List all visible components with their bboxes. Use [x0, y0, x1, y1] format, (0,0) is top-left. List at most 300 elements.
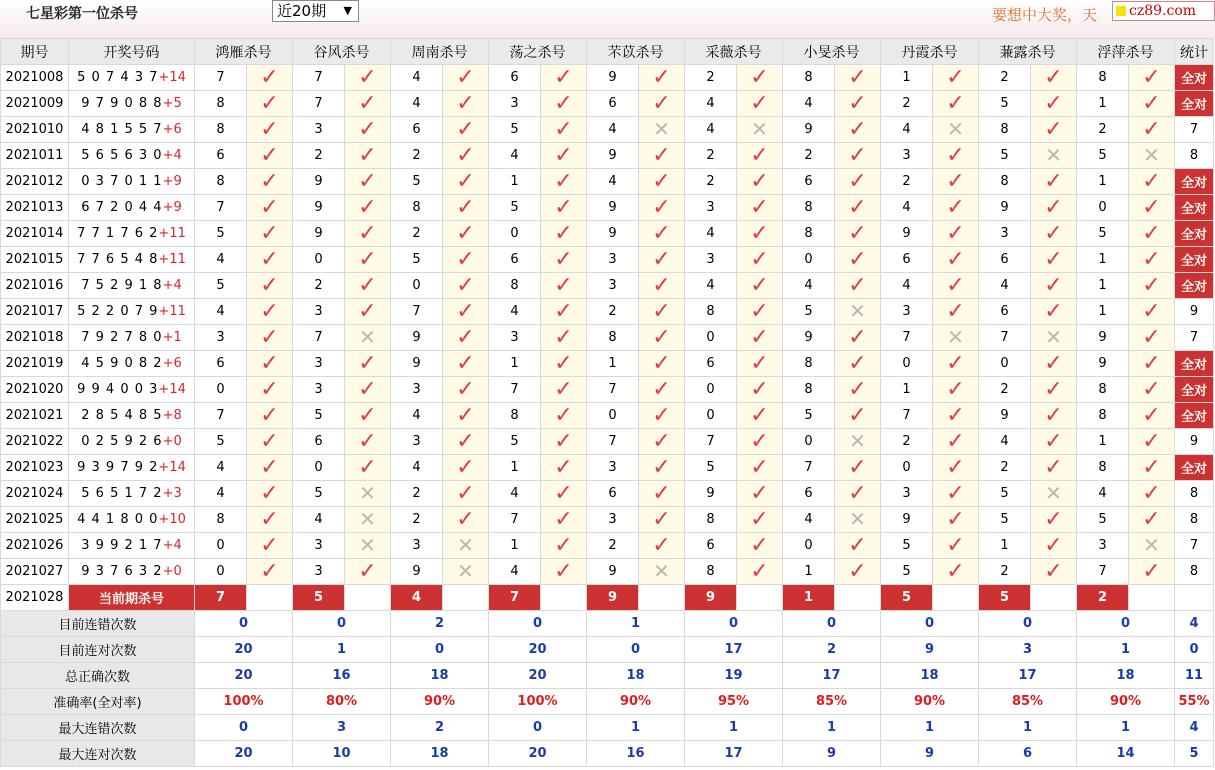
draw-extra: +1	[162, 330, 182, 345]
check-icon: ✓	[1044, 168, 1063, 194]
kill-number: 5	[391, 169, 443, 195]
check-icon: ✓	[946, 194, 965, 220]
kill-number: 8	[391, 195, 443, 221]
kill-number: 4	[979, 429, 1031, 455]
current-blank-cell	[541, 585, 587, 611]
check-icon: ✓	[750, 506, 769, 532]
kill-number: 6	[783, 481, 835, 507]
result-cell	[541, 559, 587, 585]
kill-number: 9	[979, 195, 1031, 221]
check-icon: ✓	[750, 324, 769, 350]
kill-number: 4	[195, 481, 247, 507]
kill-number: 4	[685, 117, 737, 143]
result-cell	[933, 273, 979, 299]
column-header-expert: 谷风杀号	[293, 39, 391, 65]
check-icon: ✓	[1142, 454, 1161, 480]
kill-number: 9	[293, 221, 345, 247]
result-cell	[541, 429, 587, 455]
kill-number: 1	[489, 533, 541, 559]
summary-label: 最大连对次数	[1, 741, 195, 767]
draw-extra: +11	[158, 252, 186, 267]
result-cell	[933, 221, 979, 247]
kill-number: 8	[685, 507, 737, 533]
draw-numbers	[69, 169, 195, 195]
check-icon: ✓	[1044, 90, 1063, 116]
ad-banner-text[interactable]: 要想中大奖，天	[992, 6, 1098, 24]
kill-number: 4	[293, 507, 345, 533]
cross-icon: ✕	[457, 533, 474, 557]
check-icon: ✓	[358, 454, 377, 480]
result-cell	[247, 533, 293, 559]
check-icon: ✓	[1044, 350, 1063, 376]
kill-number: 7	[489, 377, 541, 403]
kill-number: 2	[685, 169, 737, 195]
summary-value: 17	[685, 741, 783, 767]
result-cell	[541, 299, 587, 325]
result-cell	[345, 481, 391, 507]
check-icon: ✓	[358, 428, 377, 454]
result-cell	[639, 143, 685, 169]
draw-numbers	[69, 455, 195, 481]
kill-number: 3	[881, 299, 933, 325]
result-cell	[1031, 91, 1077, 117]
check-icon: ✓	[554, 428, 573, 454]
kill-number: 0	[685, 325, 737, 351]
check-icon: ✓	[750, 454, 769, 480]
draw-digits: 6 7 2 0 4 4	[81, 200, 163, 215]
kill-number: 0	[685, 377, 737, 403]
check-icon: ✓	[652, 428, 671, 454]
logo-square-icon	[1116, 6, 1126, 16]
kill-number: 2	[881, 169, 933, 195]
current-stat-blank	[1175, 585, 1214, 611]
kill-number-table	[0, 38, 1214, 767]
kill-number: 3	[293, 377, 345, 403]
summary-value: 1	[587, 611, 685, 637]
column-header-expert: 周南杀号	[391, 39, 489, 65]
result-cell	[737, 91, 783, 117]
kill-number: 5	[1077, 143, 1129, 169]
issue-number: 2021009	[1, 91, 69, 117]
result-cell	[443, 221, 489, 247]
draw-digits: 0 2 5 9 2 6	[81, 434, 163, 449]
result-cell	[345, 65, 391, 91]
result-cell	[737, 403, 783, 429]
result-cell	[443, 117, 489, 143]
cross-icon: ✕	[947, 325, 964, 349]
check-icon: ✓	[1044, 194, 1063, 220]
result-cell	[1031, 559, 1077, 585]
result-cell	[443, 507, 489, 533]
result-cell	[933, 117, 979, 143]
result-cell	[1031, 533, 1077, 559]
draw-extra: +14	[158, 70, 186, 85]
draw-digits: 5 0 7 4 3 7	[77, 70, 159, 85]
result-cell	[345, 351, 391, 377]
kill-number: 4	[881, 195, 933, 221]
result-cell	[443, 533, 489, 559]
result-cell	[443, 377, 489, 403]
check-icon: ✓	[848, 376, 867, 402]
result-cell	[737, 273, 783, 299]
check-icon: ✓	[1142, 402, 1161, 428]
check-icon: ✓	[260, 168, 279, 194]
kill-number: 8	[979, 169, 1031, 195]
current-kill-number: 5	[881, 585, 933, 611]
current-issue-row	[1, 585, 1214, 611]
cross-icon: ✕	[849, 507, 866, 531]
check-icon: ✓	[456, 220, 475, 246]
result-cell	[345, 247, 391, 273]
check-icon: ✓	[750, 350, 769, 376]
cross-icon: ✕	[849, 299, 866, 323]
cross-icon: ✕	[1143, 533, 1160, 557]
kill-number: 5	[979, 481, 1031, 507]
result-cell	[737, 507, 783, 533]
result-cell	[639, 247, 685, 273]
table-row	[1, 247, 1214, 273]
draw-digits: 5 6 5 6 3 0	[81, 148, 163, 163]
result-cell	[541, 325, 587, 351]
kill-number: 9	[587, 65, 639, 91]
check-icon: ✓	[1142, 324, 1161, 350]
check-icon: ✓	[260, 64, 279, 90]
check-icon: ✓	[554, 454, 573, 480]
result-cell	[1031, 377, 1077, 403]
kill-number: 7	[979, 325, 1031, 351]
summary-value: 9	[881, 741, 979, 767]
table-row	[1, 403, 1214, 429]
check-icon: ✓	[848, 194, 867, 220]
check-icon: ✓	[456, 480, 475, 506]
check-icon: ✓	[946, 402, 965, 428]
kill-number: 6	[685, 533, 737, 559]
result-cell	[247, 143, 293, 169]
kill-number: 7	[293, 325, 345, 351]
kill-number: 2	[293, 273, 345, 299]
result-cell	[541, 351, 587, 377]
row-stat: 7	[1175, 325, 1214, 351]
result-cell	[737, 533, 783, 559]
result-cell	[1129, 299, 1175, 325]
kill-number: 5	[783, 299, 835, 325]
kill-number: 0	[783, 429, 835, 455]
result-cell	[247, 507, 293, 533]
kill-number: 1	[587, 351, 639, 377]
result-cell	[541, 65, 587, 91]
result-cell	[247, 273, 293, 299]
check-icon: ✓	[946, 506, 965, 532]
row-stat: 全对	[1175, 455, 1214, 481]
issue-number: 2021014	[1, 221, 69, 247]
kill-number: 4	[391, 403, 443, 429]
check-icon: ✓	[946, 90, 965, 116]
result-cell	[737, 221, 783, 247]
check-icon: ✓	[260, 506, 279, 532]
kill-number: 0	[195, 559, 247, 585]
row-stat: 全对	[1175, 91, 1214, 117]
check-icon: ✓	[1044, 376, 1063, 402]
kill-number: 4	[881, 117, 933, 143]
kill-number: 2	[979, 377, 1031, 403]
check-icon: ✓	[652, 532, 671, 558]
table-row	[1, 91, 1214, 117]
summary-value: 18	[881, 663, 979, 689]
kill-number: 2	[391, 143, 443, 169]
check-icon: ✓	[1044, 454, 1063, 480]
draw-numbers	[69, 273, 195, 299]
kill-number: 0	[979, 351, 1031, 377]
check-icon: ✓	[358, 376, 377, 402]
row-stat: 8	[1175, 143, 1214, 169]
check-icon: ✓	[750, 376, 769, 402]
result-cell	[247, 351, 293, 377]
check-icon: ✓	[652, 194, 671, 220]
summary-value: 90%	[391, 689, 489, 715]
summary-value: 1	[979, 715, 1077, 741]
table-row	[1, 507, 1214, 533]
summary-row	[1, 663, 1214, 689]
table-row	[1, 559, 1214, 585]
draw-extra: +5	[162, 96, 182, 111]
check-icon: ✓	[946, 350, 965, 376]
summary-value: 0	[195, 715, 293, 741]
check-icon: ✓	[358, 64, 377, 90]
kill-number: 3	[587, 507, 639, 533]
check-icon: ✓	[554, 532, 573, 558]
draw-digits: 2 8 5 4 8 5	[81, 408, 163, 423]
draw-digits: 4 4 1 8 0 0	[77, 512, 159, 527]
current-kill-number: 7	[195, 585, 247, 611]
result-cell	[247, 377, 293, 403]
check-icon: ✓	[848, 402, 867, 428]
current-blank-cell	[639, 585, 685, 611]
cross-icon: ✕	[653, 117, 670, 141]
summary-value: 14	[1077, 741, 1175, 767]
check-icon: ✓	[554, 506, 573, 532]
row-stat: 8	[1175, 559, 1214, 585]
result-cell	[835, 325, 881, 351]
issue-number: 2021017	[1, 299, 69, 325]
check-icon: ✓	[946, 246, 965, 272]
kill-number: 4	[783, 273, 835, 299]
cross-icon: ✕	[359, 533, 376, 557]
kill-number: 3	[391, 377, 443, 403]
summary-value: 9	[783, 741, 881, 767]
check-icon: ✓	[1142, 168, 1161, 194]
site-logo[interactable]	[1112, 1, 1215, 21]
summary-value: 1	[1077, 637, 1175, 663]
result-cell	[1031, 351, 1077, 377]
check-icon: ✓	[358, 220, 377, 246]
issue-number: 2021027	[1, 559, 69, 585]
result-cell	[541, 195, 587, 221]
cross-icon: ✕	[457, 559, 474, 583]
kill-number: 3	[489, 325, 541, 351]
result-cell	[1129, 325, 1175, 351]
kill-number: 7	[489, 507, 541, 533]
draw-extra: +9	[162, 200, 182, 215]
row-stat: 全对	[1175, 221, 1214, 247]
table-row	[1, 117, 1214, 143]
check-icon: ✓	[1044, 428, 1063, 454]
result-cell	[737, 195, 783, 221]
kill-number: 2	[587, 299, 639, 325]
summary-value: 0	[587, 637, 685, 663]
current-kill-number: 1	[783, 585, 835, 611]
check-icon: ✓	[260, 532, 279, 558]
kill-number: 6	[881, 247, 933, 273]
check-icon: ✓	[750, 480, 769, 506]
draw-numbers	[69, 247, 195, 273]
result-cell	[639, 455, 685, 481]
result-cell	[1129, 429, 1175, 455]
check-icon: ✓	[358, 350, 377, 376]
summary-value: 17	[979, 663, 1077, 689]
result-cell	[639, 195, 685, 221]
current-blank-cell	[1031, 585, 1077, 611]
result-cell	[1129, 377, 1175, 403]
kill-number: 6	[979, 247, 1031, 273]
result-cell	[1031, 221, 1077, 247]
check-icon: ✓	[652, 90, 671, 116]
summary-value: 0	[391, 637, 489, 663]
cross-icon: ✕	[359, 481, 376, 505]
check-icon: ✓	[260, 298, 279, 324]
summary-value: 100%	[489, 689, 587, 715]
column-header-stats: 统计	[1175, 39, 1214, 65]
result-cell	[639, 325, 685, 351]
check-icon: ✓	[652, 142, 671, 168]
check-icon: ✓	[750, 298, 769, 324]
check-icon: ✓	[456, 298, 475, 324]
draw-numbers	[69, 533, 195, 559]
check-icon: ✓	[358, 142, 377, 168]
check-icon: ✓	[260, 402, 279, 428]
kill-number: 4	[783, 91, 835, 117]
result-cell	[345, 533, 391, 559]
summary-value: 0	[293, 611, 391, 637]
result-cell	[835, 299, 881, 325]
result-cell	[835, 377, 881, 403]
result-cell	[1129, 403, 1175, 429]
column-header-expert: 采薇杀号	[685, 39, 783, 65]
kill-number: 7	[1077, 559, 1129, 585]
result-cell	[1031, 481, 1077, 507]
result-cell	[933, 65, 979, 91]
kill-number: 4	[195, 247, 247, 273]
result-cell	[247, 117, 293, 143]
kill-number: 8	[1077, 403, 1129, 429]
kill-number: 6	[391, 117, 443, 143]
table-row	[1, 221, 1214, 247]
result-cell	[737, 65, 783, 91]
result-cell	[1129, 91, 1175, 117]
check-icon: ✓	[652, 350, 671, 376]
summary-value: 95%	[685, 689, 783, 715]
check-icon: ✓	[1142, 506, 1161, 532]
draw-extra: +11	[158, 304, 186, 319]
table-header-row	[1, 39, 1214, 65]
kill-number: 9	[783, 117, 835, 143]
current-kill-number: 9	[685, 585, 737, 611]
draw-digits: 0 3 7 0 1 1	[81, 174, 163, 189]
check-icon: ✓	[456, 324, 475, 350]
chevron-down-icon: ▼	[343, 4, 352, 17]
kill-number: 3	[391, 429, 443, 455]
kill-number: 1	[489, 455, 541, 481]
check-icon: ✓	[358, 272, 377, 298]
row-stat: 全对	[1175, 377, 1214, 403]
issue-number: 2021021	[1, 403, 69, 429]
summary-value: 0	[1077, 611, 1175, 637]
summary-value: 20	[489, 741, 587, 767]
check-icon: ✓	[260, 220, 279, 246]
kill-number: 6	[587, 481, 639, 507]
result-cell	[541, 455, 587, 481]
kill-number: 0	[489, 221, 541, 247]
kill-number: 5	[1077, 221, 1129, 247]
column-header-expert: 丹霞杀号	[881, 39, 979, 65]
result-cell	[443, 65, 489, 91]
kill-number: 4	[391, 455, 443, 481]
draw-numbers	[69, 507, 195, 533]
check-icon: ✓	[652, 480, 671, 506]
result-cell	[933, 91, 979, 117]
kill-number: 5	[881, 559, 933, 585]
kill-number: 6	[489, 247, 541, 273]
summary-value: 18	[391, 663, 489, 689]
draw-extra: +4	[162, 278, 182, 293]
kill-number: 4	[489, 559, 541, 585]
issue-number: 2021022	[1, 429, 69, 455]
result-cell	[1129, 507, 1175, 533]
draw-extra: +14	[158, 382, 186, 397]
result-cell	[443, 169, 489, 195]
cross-icon: ✕	[1045, 143, 1062, 167]
check-icon: ✓	[1142, 272, 1161, 298]
kill-number: 7	[195, 403, 247, 429]
result-cell	[541, 377, 587, 403]
kill-number: 5	[195, 429, 247, 455]
kill-number: 7	[587, 429, 639, 455]
summary-value: 1	[1077, 715, 1175, 741]
check-icon: ✓	[554, 350, 573, 376]
current-kill-number: 5	[979, 585, 1031, 611]
kill-number: 7	[881, 403, 933, 429]
result-cell	[443, 143, 489, 169]
kill-number: 8	[489, 403, 541, 429]
period-select[interactable]	[272, 0, 359, 22]
check-icon: ✓	[260, 246, 279, 272]
column-header-expert: 荡之杀号	[489, 39, 587, 65]
summary-value: 19	[685, 663, 783, 689]
draw-numbers	[69, 91, 195, 117]
check-icon: ✓	[554, 168, 573, 194]
draw-digits: 3 9 9 2 1 7	[81, 538, 163, 553]
column-header-issue: 期号	[1, 39, 69, 65]
summary-value: 3	[979, 637, 1077, 663]
kill-number: 1	[783, 559, 835, 585]
column-header-expert: 浮萍杀号	[1077, 39, 1175, 65]
kill-number: 5	[293, 481, 345, 507]
result-cell	[541, 403, 587, 429]
result-cell	[247, 169, 293, 195]
check-icon: ✓	[260, 272, 279, 298]
draw-numbers	[69, 299, 195, 325]
check-icon: ✓	[260, 116, 279, 142]
kill-number: 3	[391, 533, 443, 559]
